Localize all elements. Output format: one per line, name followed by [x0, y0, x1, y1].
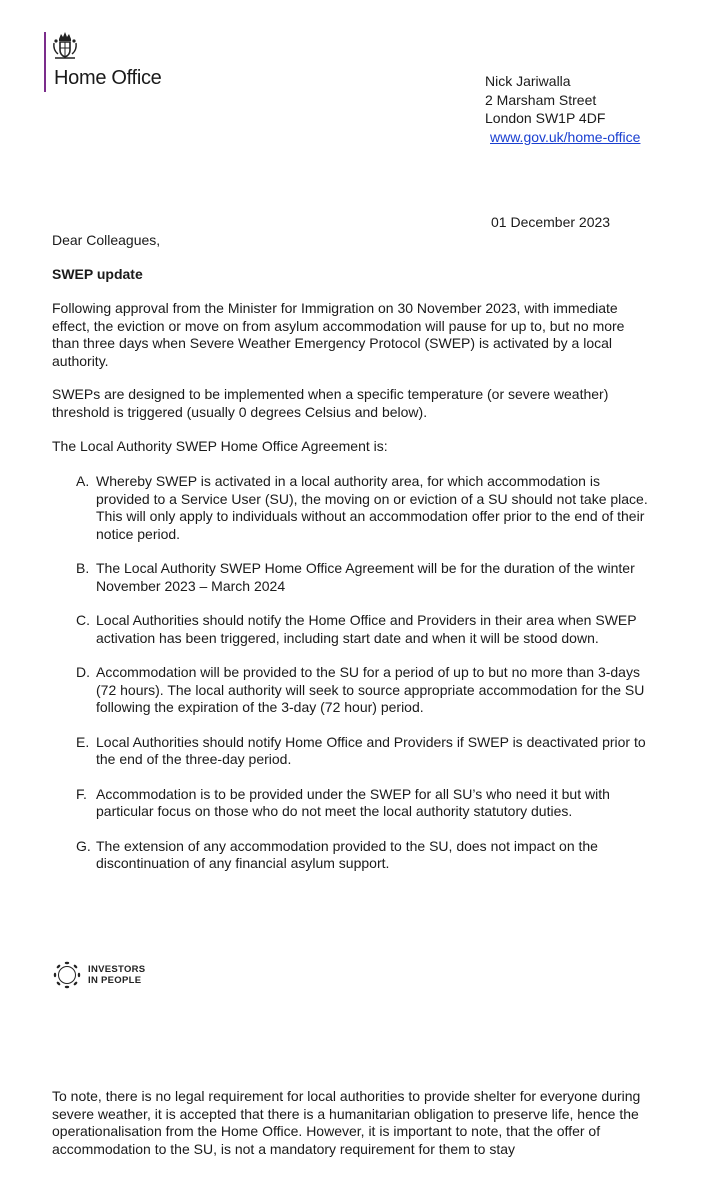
salutation: Dear Colleagues,: [52, 232, 161, 248]
investors-logo-line1: INVESTORS: [88, 964, 146, 975]
letter-date: 01 December 2023: [491, 214, 611, 230]
investors-logo-text: [88, 964, 145, 986]
subject-heading: SWEP update: [52, 266, 143, 282]
list-item-text: Accommodation is to be provided under the SWEP for all SU’s who need it but with particular focus on those who do not meet the local authority statutory duties.: [96, 785, 610, 819]
sender-street: 2 Marsham Street: [485, 91, 597, 108]
closing-paragraph: To note, there is no legal requirement for local authorities to provide shelter for everyone during severe weather, it is accepted that there is a humanitarian obligation to preserve life, hence the operationalisation from the Home Office. However, it is important to note, that the offer of accommodation to the SU, is not a mandatory requirement for them to stay: [52, 1088, 641, 1157]
list-item-text: Accommodation will be provided to the SU for a period of up to but no more than 3-days (72 hours). The local authority will seek to source appropriate accommodation for the SU following the expiration of the 3-day (72 hour) period.: [96, 664, 645, 715]
list-item-text: Local Authorities should notify the Home Office and Providers in their area when SWEP activation has been triggered, including start date and when it will be stood down.: [96, 612, 637, 646]
list-marker: D.: [76, 664, 90, 680]
royal-crest-icon: [52, 30, 78, 62]
list-marker: F.: [76, 785, 87, 802]
list-marker: G.: [76, 837, 91, 854]
list-marker: B.: [76, 560, 90, 576]
sender-name: Nick Jariwalla: [485, 73, 571, 89]
paragraph-approval: Following approval from the Minister for Immigration on 30 November 2023, with immediate effect, the eviction or move on from asylum accommodation will pause for up to, but no more than three days when Severe Weather Emergency Protocol (SWEP) is activated by a local authority.: [52, 300, 625, 369]
list-marker: A.: [76, 473, 90, 489]
sender-city-postcode: London SW1P 4DF: [485, 110, 606, 126]
list-item: [52, 734, 652, 769]
list-item-text: The extension of any accommodation provided to the SU, does not impact on the discontinuation of any financial asylum support.: [96, 837, 598, 871]
list-item: [52, 838, 652, 873]
list-item: [52, 664, 652, 717]
logo-rule: [44, 32, 46, 92]
list-item: [52, 560, 652, 595]
agreement-list: [52, 473, 652, 890]
list-item: [52, 786, 652, 821]
laurel-ring-icon: [52, 960, 82, 990]
website-link[interactable]: www.gov.uk/home-office: [490, 128, 641, 145]
sender-address: [485, 72, 640, 146]
list-item-text: Whereby SWEP is activated in a local authority area, for which accommodation is provided to a Service User (SU), the moving on or eviction of a SU should not take place. This will only apply to individuals without an accommodation offer prior to the end of their notice period.: [96, 473, 648, 542]
investors-logo-line2: IN PEOPLE: [88, 975, 142, 986]
list-item: [52, 473, 652, 543]
paragraph-agreement-intro: The Local Authority SWEP Home Office Agreement is:: [52, 438, 388, 454]
list-marker: C.: [76, 612, 90, 628]
investors-in-people-logo: [52, 960, 162, 994]
list-item-text: Local Authorities should notify Home Office and Providers if SWEP is deactivated prior to the end of the three-day period.: [96, 733, 646, 767]
list-marker: E.: [76, 733, 90, 750]
department-name: Home Office: [54, 67, 162, 89]
paragraph-swep-definition: SWEPs are designed to be implemented when a specific temperature (or severe weather) threshold is triggered (usually 0 degrees Celsius and below).: [52, 386, 609, 420]
list-item-text: The Local Authority SWEP Home Office Agreement will be for the duration of the winter November 2023 – March 2024: [96, 560, 635, 594]
home-office-logo: [44, 30, 184, 92]
list-item: [52, 612, 652, 647]
